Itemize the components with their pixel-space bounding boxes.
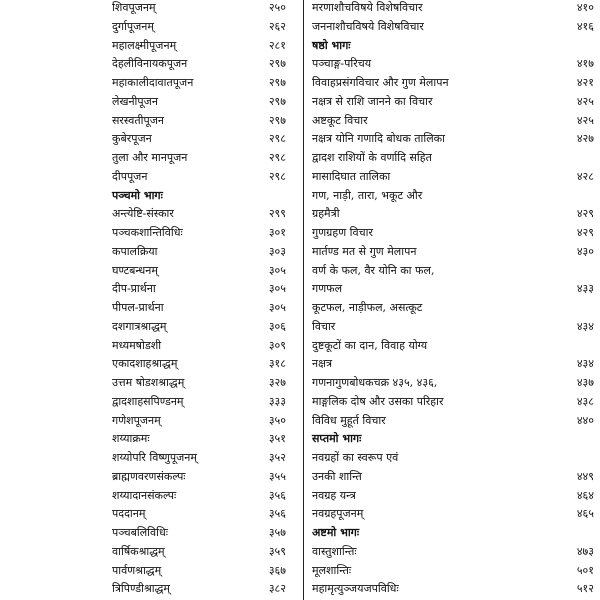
toc-entry	[304, 148, 600, 168]
toc-entry	[304, 411, 600, 431]
section-heading: सप्तमो भागः	[312, 432, 362, 446]
toc-entry	[0, 523, 304, 543]
toc-entry-page: ३३३	[268, 394, 286, 408]
toc-entry-page: ४३३	[576, 282, 594, 296]
toc-entry	[304, 373, 600, 393]
section-heading: पञ्चमो भागः	[112, 188, 163, 202]
toc-entry	[0, 17, 304, 37]
toc-entry	[0, 373, 304, 393]
toc-entry-page: २९९	[268, 207, 286, 221]
toc-entry	[0, 336, 304, 356]
toc-entry	[304, 542, 600, 562]
toc-entry-title: तुला और मानपूजन	[112, 151, 188, 164]
toc-entry-title: पञ्चाङ्ग-परिचय	[312, 57, 372, 71]
toc-entry-page: ४३४	[576, 319, 594, 333]
toc-entry-title: पार्वणश्राद्धम्	[112, 563, 162, 577]
toc-entry	[304, 354, 600, 374]
toc-entry-title: गण, नाड़ी, तारा, भकूट और	[312, 188, 423, 202]
toc-entry-page: ४३०	[576, 244, 594, 258]
toc-entry	[0, 561, 304, 581]
toc-entry	[0, 279, 304, 299]
toc-entry-title: महालक्ष्मीपूजनम्	[112, 38, 177, 52]
toc-entry-title: शय्याक्रमः	[112, 432, 150, 446]
toc-entry-title: लेखनीपूजन	[112, 94, 158, 108]
toc-entry	[304, 36, 600, 56]
toc-entry-title: नक्षत्र योनि गणादि बोधक तालिका	[312, 132, 445, 146]
toc-entry-title: माङ्गलिक दोष और उसका परिहार	[312, 394, 444, 408]
toc-entry-title: शय्योपरि विष्णुपूजनम्	[112, 451, 197, 464]
toc-entry-title: अष्टकूट विचार	[312, 113, 368, 127]
toc-entry-page: ३५५	[268, 469, 286, 483]
toc-entry-title: शय्यादानसंकल्पः	[112, 488, 177, 502]
toc-entry-page: ३०५	[268, 263, 286, 277]
toc-entry-title: कुबेरपूजन	[112, 132, 152, 146]
toc-entry	[0, 542, 304, 562]
toc-entry-page: ४२१	[576, 76, 594, 89]
toc-entry	[304, 561, 600, 581]
toc-entry	[0, 261, 304, 281]
toc-entry-page: २८१	[268, 38, 286, 52]
toc-entry-title: दशगात्रश्राद्धम्	[112, 319, 167, 333]
toc-entry	[0, 429, 304, 449]
toc-entry-title: ब्राह्मणवरणसंकल्पः	[112, 469, 186, 483]
toc-entry-title: पददानम्	[112, 507, 146, 521]
toc-entry	[0, 204, 304, 224]
toc-entry	[0, 242, 304, 262]
toc-entry-title: सरस्वतीपूजन	[112, 113, 164, 127]
toc-entry	[304, 54, 600, 74]
toc-entry-page: ३०५	[268, 301, 286, 314]
toc-entry-title: वार्षिकश्राद्धम्	[112, 544, 165, 558]
toc-entry-page: ५१२	[576, 582, 594, 596]
toc-entry-title: दुर्गापूजनम्	[112, 19, 154, 33]
toc-entry	[0, 504, 304, 524]
toc-entry-page: ३०३	[268, 244, 286, 258]
toc-entry-title: दुष्टकूटों का दान, विवाह योग्य	[312, 338, 428, 352]
toc-entry	[0, 392, 304, 412]
toc-entry-title: द्वादश राशियों के वर्णादि सहित	[312, 151, 432, 164]
toc-entry-page: ४४९	[576, 469, 594, 483]
toc-entry-title: गणेशपूजनम्	[112, 413, 161, 427]
toc-entry	[0, 36, 304, 56]
toc-entry	[304, 486, 600, 506]
toc-entry-title: जननाशौचविषये विशेषविचार	[312, 19, 424, 33]
toc-entry-title: कूटफल, नाड़ीफल, असत्कूट	[312, 301, 423, 314]
toc-entry	[304, 336, 600, 356]
toc-entry	[0, 354, 304, 374]
toc-entry	[0, 129, 304, 149]
toc-entry-page: ३६७	[268, 563, 286, 577]
toc-entry-page: ३५२	[268, 451, 286, 464]
toc-entry-page: ३०९	[268, 338, 286, 352]
toc-entry-page: २९७	[268, 76, 286, 89]
toc-entry	[0, 448, 304, 468]
toc-entry-title: नवग्रह यन्त्र	[312, 488, 356, 502]
toc-entry-page: ४२७	[576, 132, 594, 146]
toc-entry-title: गुणग्रहण विचार	[312, 226, 373, 239]
toc-entry-title: नवग्रहपूजनम्	[312, 507, 364, 521]
toc-entry	[304, 298, 600, 318]
toc-entry-page: २५०	[268, 1, 286, 14]
toc-entry	[304, 242, 600, 262]
toc-entry	[0, 0, 304, 18]
toc-entry	[0, 73, 304, 93]
toc-entry-page: ४२९	[576, 226, 594, 239]
toc-entry-title: उनकी शान्ति	[312, 469, 362, 483]
toc-entry	[0, 186, 304, 206]
toc-entry-title: गणनागुणबोधकचक्र ४३५, ४३६,	[312, 376, 438, 389]
toc-entry-title: वास्तुशान्तिः	[312, 544, 357, 558]
toc-entry-page: ३५७	[268, 526, 286, 539]
toc-entry	[304, 429, 600, 449]
toc-entry	[304, 186, 600, 206]
toc-entry-page: २९७	[268, 57, 286, 71]
toc-entry-page: २९८	[268, 132, 286, 146]
toc-entry-page: ४२५	[576, 94, 594, 108]
toc-entry	[304, 204, 600, 224]
toc-entry-page: ३५०	[268, 413, 286, 427]
toc-entry-title: मूलशान्तिः	[312, 563, 352, 577]
toc-entry-page: ४१७	[576, 57, 594, 71]
toc-entry	[304, 579, 600, 599]
toc-entry-title: मध्यमषोडशी	[112, 338, 162, 352]
section-heading: अष्टमो भागः	[312, 526, 360, 539]
toc-entry	[304, 111, 600, 131]
toc-entry	[0, 467, 304, 487]
toc-entry	[304, 279, 600, 299]
toc-entry	[304, 73, 600, 93]
toc-entry-title: शिवपूजनम्	[112, 1, 156, 14]
toc-entry-page: ३०१	[268, 226, 286, 239]
toc-entry-title: अन्त्येष्टि-संस्कार	[112, 207, 174, 221]
toc-entry	[304, 17, 600, 37]
toc-entry-page: ४३८	[576, 394, 594, 408]
toc-entry	[304, 504, 600, 524]
toc-entry-title: ग्रहमैत्री	[312, 207, 340, 221]
toc-entry-title: महामृत्युञ्जयजपविधिः	[312, 582, 399, 596]
toc-entry-page: ४७३	[576, 544, 594, 558]
toc-entry	[304, 223, 600, 243]
toc-entry-page: ४१०	[576, 1, 594, 14]
toc-entry-title: उत्तम षोडशश्राद्धम्	[112, 376, 185, 389]
toc-entry-title: नक्षत्र से राशि जानने का विचार	[312, 94, 433, 108]
toc-entry	[304, 0, 600, 18]
toc-entry-page: ४४०	[576, 413, 594, 427]
toc-entry-title: कपालक्रिया	[112, 244, 158, 258]
toc-entry	[0, 298, 304, 318]
toc-entry-page: ३०५	[268, 282, 286, 296]
toc-entry	[304, 523, 600, 543]
toc-entry-title: मार्तण्ड मत से गुण मेलापन	[312, 244, 417, 258]
toc-entry	[0, 411, 304, 431]
toc-entry-page: २९७	[268, 113, 286, 127]
toc-entry-page: ४६४	[576, 488, 594, 502]
toc-entry-title: महाकालीदावातपूजन	[112, 76, 194, 89]
toc-entry-title: नक्षत्र	[312, 357, 333, 371]
toc-entry-title: त्रिपिण्डीश्राद्धम्	[112, 582, 170, 596]
toc-entry	[0, 486, 304, 506]
toc-entry	[304, 467, 600, 487]
toc-entry-title: पञ्चबलिविधिः	[112, 526, 168, 539]
toc-entry-title: दीप-प्रार्थना	[112, 282, 156, 296]
toc-entry-page: ४२८	[576, 169, 594, 183]
toc-entry-title: पञ्चकशान्तिविधिः	[112, 226, 183, 239]
toc-entry-title: विवाहप्रसंगविचार और गुण मेलापन	[312, 76, 449, 89]
toc-entry-page: ५०१	[576, 563, 594, 577]
toc-entry-page: ४३४	[576, 357, 594, 371]
toc-entry-page: २९८	[268, 169, 286, 183]
toc-entry-title: एकादशाहश्राद्धम्	[112, 357, 178, 371]
toc-entry	[0, 317, 304, 337]
toc-entry	[0, 579, 304, 599]
toc-entry-page: ४३७	[576, 376, 594, 389]
toc-entry-title: गणफल	[312, 282, 343, 296]
toc-entry-title: दीपपूजन	[112, 169, 148, 183]
toc-entry-title: पीपल-प्रार्थना	[112, 301, 164, 314]
toc-entry	[0, 148, 304, 168]
toc-entry	[304, 261, 600, 281]
toc-entry-page: ३५९	[268, 544, 286, 558]
toc-entry	[0, 111, 304, 131]
toc-entry-page: २६२	[268, 19, 286, 33]
toc-entry-page: ४२९	[576, 207, 594, 221]
toc-entry-title: मरणाशौचविषये विशेषविचार	[312, 1, 423, 14]
toc-entry-page: ४२५	[576, 113, 594, 127]
section-heading: षष्ठो भागः	[312, 38, 351, 52]
toc-entry-page: ४६५	[576, 507, 594, 521]
toc-entry-page: ३५६	[268, 488, 286, 502]
toc-entry-title: विविध मुहूर्त विचार	[312, 413, 386, 427]
toc-entry-page: २९८	[268, 151, 286, 164]
toc-entry-title: देहलीविनायकपूजन	[112, 57, 188, 71]
toc-entry-page: ३५१	[268, 432, 286, 446]
toc-entry-page: ३०६	[268, 319, 286, 333]
toc-entry-title: वर्ण के फल, वैर योनि का फल,	[312, 263, 435, 277]
toc-entry-title: विचार	[312, 319, 336, 333]
toc-entry	[0, 54, 304, 74]
toc-entry-page: २९७	[268, 94, 286, 108]
toc-entry-page: ३२७	[268, 376, 286, 389]
toc-entry-title: नवग्रहों का स्वरूप एवं	[312, 451, 399, 464]
toc-entry	[304, 167, 600, 187]
toc-entry-page: ३८२	[268, 582, 286, 596]
toc-entry-title: घण्टबन्धनम्	[112, 263, 158, 277]
toc-entry-title: मासादिघात तालिका	[312, 169, 391, 183]
toc-entry	[0, 167, 304, 187]
toc-entry	[304, 92, 600, 112]
toc-entry	[304, 392, 600, 412]
toc-entry-page: ४१६	[576, 19, 594, 33]
toc-entry	[304, 317, 600, 337]
toc-entry	[0, 92, 304, 112]
toc-entry	[304, 448, 600, 468]
toc-entry-title: द्वादशाहसपिण्डनम्	[112, 394, 184, 408]
toc-entry	[0, 223, 304, 243]
toc-entry-page: ३५६	[268, 507, 286, 521]
toc-entry	[304, 129, 600, 149]
toc-entry-page: ३१८	[268, 357, 286, 371]
